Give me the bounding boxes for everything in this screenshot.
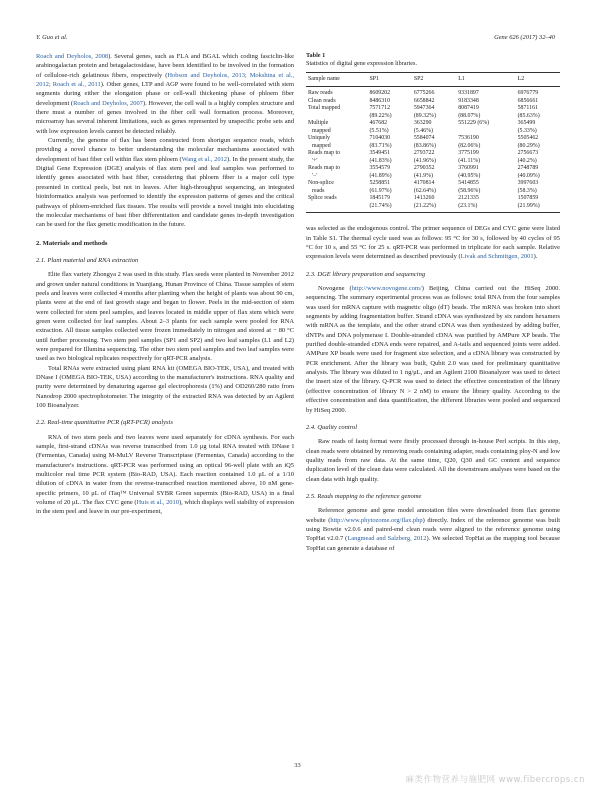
reference-link[interactable]: Roach and Deyholos, 2008: [36, 53, 109, 60]
subsection-heading-2-5: 2.5. Reads mapping to the reference genome: [306, 492, 422, 500]
text-run: ), which displays well stability of expression in the stem peel and leave in our pre-experiment,: [36, 499, 294, 516]
text-run: ) directly. Index of the reference genome was built using Bowtie v2.0.6 and paired-end clean reads were aligned to the reference genome using TopHat v2.0.7 (: [306, 516, 560, 543]
table-row: [306, 87, 560, 98]
table-cell: 5258851: [369, 180, 391, 187]
table-row: [306, 180, 560, 188]
table-cell: (88.07%): [458, 112, 481, 119]
subsection-heading-2-3: 2.3. DGE library preparation and sequencing: [306, 270, 426, 278]
table-cell: (41.89%): [369, 172, 392, 179]
section-heading-materials-methods: 2. Materials and methods: [36, 239, 108, 247]
intro-paragraph-1: [36, 52, 294, 136]
table-cell: (40.09%): [517, 172, 540, 179]
running-header-journal: Gene 626 (2017) 32–40: [494, 34, 555, 41]
table-cell: 8087419: [458, 105, 479, 112]
table-row-label: Multiple: [308, 120, 329, 127]
table-row: [306, 203, 560, 213]
table-cell: (89.32%): [413, 112, 436, 119]
table-cell: 467682: [369, 120, 388, 127]
table-cell: (62.64%): [413, 187, 436, 194]
subsection-heading-2-4: 2.4. Quality control: [306, 423, 358, 431]
table-cell: 6976779: [517, 90, 539, 97]
intro-paragraph-2: [36, 136, 294, 229]
table-header-cell: SP2: [412, 72, 456, 87]
text-run: ). However, the cell wall is a highly complex structure and there must a number of genes involved in the fiber cell wall formation process. Moreover, microarray has several inherent limitations, such as genes represented by unspecific probe sets and with low expression levels cannot be detected reliably.: [36, 99, 295, 135]
table-cell: 2790352: [413, 165, 435, 172]
table-header-cell: Sample name: [306, 72, 367, 87]
table-row-label: [306, 203, 367, 213]
table-cell: (58.3%): [517, 187, 537, 194]
table-cell: 2756673: [517, 150, 539, 157]
table-cell: 8609202: [369, 90, 391, 97]
table-row-label: reads: [312, 187, 325, 194]
table-cell: (5.51%): [369, 127, 389, 134]
paragraph-plant-material: Elite flax variety Zhongya 2 was used in this study. Flax seeds were planted in November 2012 and grown under natural conditions in Yuanjiang, Hunan Province of China. Tissue samples of stem peels and leaves were collected 4 months after planting when the height of plants was about 90 cm, plants were at the end of fast growth stage and began to flower. Peels in the mid-section of stem were collected for stem peel samples, and leaves located in middle upper of flax stem which were green were collected for leaf samples. About 2–3 plants for each sample were pooled for RNA extraction. All tissue samples collected were frozen immediately in nitrogen and stored at − 80 °C until further processing. Two stem peel samples (SP1 and SP2) and two leaf samples (L1 and L2) were prepared for Illumina sequencing. The other two stem peel samples and two leaf samples were used as two biological replicates respectively for qRT-PCR analysis.: [36, 271, 294, 363]
paragraph-quality-control: Raw reads of fastq format were firstly processed through in-house Perl scripts. In this step, clean reads were obtained by removing reads containing adapter, reads containing ploy-N and low quality reads from raw data. At the same time, Q20, Q30 and GC content and sequence duplication level of the clean data were calculated. All the downstream analyses were based on the clean data with high quality.: [306, 438, 560, 483]
table-cell: (41.9%): [413, 172, 433, 179]
paragraph-qrt-pcr-continued: [306, 224, 560, 261]
table-cell: (85.63%): [517, 112, 540, 119]
text-run: Reference genome and gene model annotation files were downloaded from flax genome website (: [306, 507, 560, 524]
table-label: Table 1: [306, 52, 326, 59]
text-run: RNA of two stem peels and two leaves were used separately for cDNA synthesis. For each sample, first-strand cDNAs was reverse transcribed from 1.0 μg total RNA treated with DNase I (Fermentas, Canada) using M-MuLV Reverse Transcriptase (Fermentas, Canada) according to the manufacturer's instructions. qRT-PCR was performed using an optical 96-well plate with an iQ5 multicolor real time PCR system (Bio-RAD, USA). Each reaction contained 1.0 μL of a 1/10 dilution of cDNA in water from the reverse-transcribed reaction mentioned above, 10 nM gene-specific primers, 10 μL of iTaq™ Universal SYBR Green supermix (Bio-RAD, USA) in a final volume of 20 μL. The flax CYC gene (: [36, 433, 294, 507]
table-cell: 7104030: [369, 135, 391, 142]
table-row-label: Raw reads: [308, 90, 333, 97]
table-row: [306, 105, 560, 113]
table-cell: (82.06%): [458, 142, 481, 149]
table-cell: (41.11%): [458, 157, 481, 164]
table-row-label: Clean reads: [308, 97, 336, 104]
dge-statistics-table: [306, 72, 560, 214]
paragraph-rna-extraction: Total RNAs were extracted using plant RNA kit (OMEGA BIO-TEK, USA), and treated with DNase I (OMEGA BIO-TEK, USA) according to the manufacturer's instructions. RNA quality and purity were determined by denaturing agarose gel electrophoresis (1%) and OD260/280 ratio from Nanodrop 2000 spectrophotometer. The integrity of the extracted RNA was detected by an Agilent 100 Bioanalyzer.: [36, 364, 294, 410]
table-cell: (83.86%): [413, 142, 436, 149]
table-row-label: Reads map to: [308, 165, 341, 172]
table-row: [306, 120, 560, 128]
table-cell: 3997603: [517, 180, 539, 187]
paragraph-dge-library: [306, 284, 560, 415]
text-run: ). Other genes, LTP and AGP were found to be well-correlated with stem segments during either the elongation phase or cell-wall thickening phase of phloem fiber development (: [36, 81, 294, 107]
table-cell: 2121335: [458, 195, 479, 202]
left-column: [36, 52, 294, 517]
table-row: [306, 173, 560, 181]
table-row: [306, 128, 560, 136]
table-cell: 363290: [413, 120, 432, 127]
table-cell: (5.46%): [413, 127, 433, 134]
watermark: 麻类作物营养与施肥网 www.fibercrops.cn: [405, 775, 585, 785]
paragraph-reads-mapping: [306, 506, 560, 553]
table-cell: (41.96%): [413, 157, 436, 164]
table-row: [306, 195, 560, 203]
running-header-authors: Y. Guo et al.: [36, 34, 68, 41]
table-cell: 5414855: [458, 180, 479, 187]
table-body: [306, 87, 560, 213]
table-row: [306, 158, 560, 166]
table-cell: 1845179: [369, 195, 391, 202]
table-cell: (41.83%): [369, 157, 392, 164]
table-cell: (83.71%): [369, 142, 392, 149]
table-cell: 2793722: [413, 150, 435, 157]
text-run: was selected as the endogenous control. The primer sequence of DEGs and CYC gene were listed in Table S1. The thermal cycle used was as follows: 95 °C for 30 s, followed by 40 cycles of 95 °C for 10 s, and 55 °C for 25 s. qRT-PCR was performed in triplicate for each sample. Relative expression levels were determined as described previously (: [306, 225, 560, 261]
table-row-label: [306, 113, 367, 121]
table-cell: (58.96%): [458, 187, 481, 194]
table-row: [306, 150, 560, 158]
table-cell: 6658842: [413, 97, 435, 104]
table-header-row: [306, 72, 560, 87]
table-row: [306, 188, 560, 196]
table-cell: [456, 128, 515, 136]
reference-link[interactable]: http://www.phytozome.org/flax.php: [330, 516, 423, 524]
table-row-label: '−': [312, 172, 318, 179]
table-cell: (21.22%): [412, 203, 456, 213]
table-cell: 5947364: [413, 105, 435, 112]
table-cell: 5871161: [517, 105, 538, 112]
table-row-label: mapped: [312, 127, 331, 134]
table-caption: [306, 52, 560, 69]
table-cell: 8486310: [369, 97, 391, 104]
table-cell: 1507859: [517, 195, 539, 202]
table-row-label: Uniquely: [308, 135, 330, 142]
table-row-label: Reads map to: [308, 150, 341, 157]
table-row: [306, 135, 560, 143]
table-cell: (23.1%): [456, 203, 515, 213]
text-run: ). Several genes, such as FLA and BGAL which coding fasciclin-like arabinogalactan protein and betagalactosidase, have been identified to be involved in the formation of cellulose-rich gelatinous fibers, respectively (: [36, 53, 294, 79]
table-cell: 365499: [517, 120, 536, 127]
text-run: ).: [533, 253, 538, 261]
table-cell: 3549451: [369, 150, 391, 157]
table-cell: 6775266: [413, 90, 435, 97]
table-cell: (5.33%): [517, 127, 537, 134]
table-cell: 5505462: [517, 135, 539, 142]
table-row: [306, 165, 560, 173]
table-cell: 1413260: [413, 195, 435, 202]
table-title: Statistics of digital gene expression libraries.: [306, 60, 418, 68]
table-row-label: '+': [312, 157, 318, 164]
table-cell: 9183348: [458, 97, 479, 104]
table-row-label: Total mapped: [308, 105, 341, 112]
right-column: [306, 52, 560, 553]
text-run: ) Beijing, China carried out the HiSeq 2000. sequencing. The summary experimental process was as follows: total RNA from the four samples was used for mRNA capture with magnetic oligo (dT) beads. The mRNA was broken into short segments by adding fragmentation buffer. Strand cDNA was synthesized by six random hexamers with mRNA as the template, and the other strand cDNA was then synthesized by adding buffer, dNTPs and DNA polymerase I. Double-stranded cDNA was purified by AMPure XP beads. The purified double-stranded cDNA ends were repaired, and A-tails and sequenced joints were added. AMPure XP beads were used for fragment size selection, and a cDNA library was constructed by PCR enrichment. After the library was built, Qubit 2.0 was used for preliminary quantitative analysis. The library was diluted to 1 ng/μL, and an Agilent 2100 Bioanalyzer was used to detect the insert size of the library. Q-PCR was used to detect the effective concentration of the library (effective concentration of library N > 2 nM) to ensure the library quality. According to the effective concentration and data quantification, the different libraries were pooled and sequenced by HiSeq 2000.: [306, 285, 560, 414]
text-run: ). In the present study, the Digital Gene Expression (DGE) analysis of flax stem peel and leaf samples was performed to identify genes associated with bast fiber, considering that phloem fiber is a major cell type presented in cortical peels, but not in leaves. After high-throughput sequencing, an integrated bioinformatics analysis was performed to identify the expression patterns of genes and the critical pathways of phloem-enriched flax tissues. The results will provide a novel insight into elucidating the molecular mechanisms of bast fiber differentiation and candidate genes in-depth investigation can be used for the flax genetic modification in the future.: [36, 155, 295, 229]
table-cell: 6856661: [517, 97, 539, 104]
text-run: ). We selected TopHat as the mapping tool because TopHat can generate a database of: [306, 535, 561, 552]
text-run: Currently, the genome of flax has been constructed from shortgun sequence reads, which providing a novel chance to better understanding the molecular mechanisms associated with development of bast fiber cell within flax stem phloem (: [36, 137, 294, 163]
table-cell: 7536190: [458, 135, 479, 142]
page-number: 33: [294, 762, 301, 769]
table-row: [306, 98, 560, 106]
reference-link[interactable]: Langmead and Salzberg, 2012: [347, 535, 427, 543]
table-cell: 3760991: [458, 165, 479, 172]
subsection-heading-2-2: 2.2. Real-time quantitative PCR (qRT-PCR) analysis: [36, 419, 173, 427]
table-row: [306, 113, 560, 121]
reference-link[interactable]: Roach and Deyholos, 2007: [73, 99, 143, 107]
table-cell: (21.99%): [516, 203, 560, 213]
table-cell: 2748789: [517, 165, 539, 172]
table-cell: 3775199: [458, 150, 479, 157]
table-cell: (89.22%): [369, 112, 392, 119]
table-cell: (21.74%): [367, 203, 411, 213]
table-cell: 7571712: [369, 105, 391, 112]
table-header-cell: L1: [456, 72, 515, 87]
text-run: Novogene (: [318, 285, 352, 293]
table-cell: (40.95%): [458, 172, 481, 179]
table-cell: 4170814: [413, 180, 435, 187]
table-cell: 9331897: [458, 90, 479, 97]
reference-link[interactable]: Hobson and Deyholos, 2013; Mokshina et al., 2012; Roach et al., 2011: [36, 71, 294, 89]
reference-link[interactable]: Livak and Schmittgen, 2001: [460, 253, 534, 261]
table-row-label: mapped: [312, 142, 331, 149]
table-row: [306, 143, 560, 151]
reference-link[interactable]: http://www.novogene.com/: [351, 285, 422, 293]
table-cell: (61.97%): [369, 187, 392, 194]
table-cell: 551229 (6%): [458, 120, 490, 127]
table-cell: (40.2%): [517, 157, 537, 164]
reference-link[interactable]: Huis et al., 2010: [136, 499, 179, 507]
table-row-label: Non-splice: [308, 180, 334, 187]
table-header-cell: L2: [516, 72, 560, 87]
table-cell: 3554579: [369, 165, 391, 172]
subsection-heading-2-1: 2.1. Plant material and RNA extraction: [36, 256, 139, 264]
table-header-cell: SP1: [367, 72, 411, 87]
table-cell: (80.29%): [517, 142, 540, 149]
table-cell: 5584074: [413, 135, 435, 142]
paragraph-qrt-pcr: [36, 433, 294, 517]
reference-link[interactable]: Wang et al., 2012: [181, 155, 227, 163]
table-row-label: Splice reads: [308, 195, 337, 202]
